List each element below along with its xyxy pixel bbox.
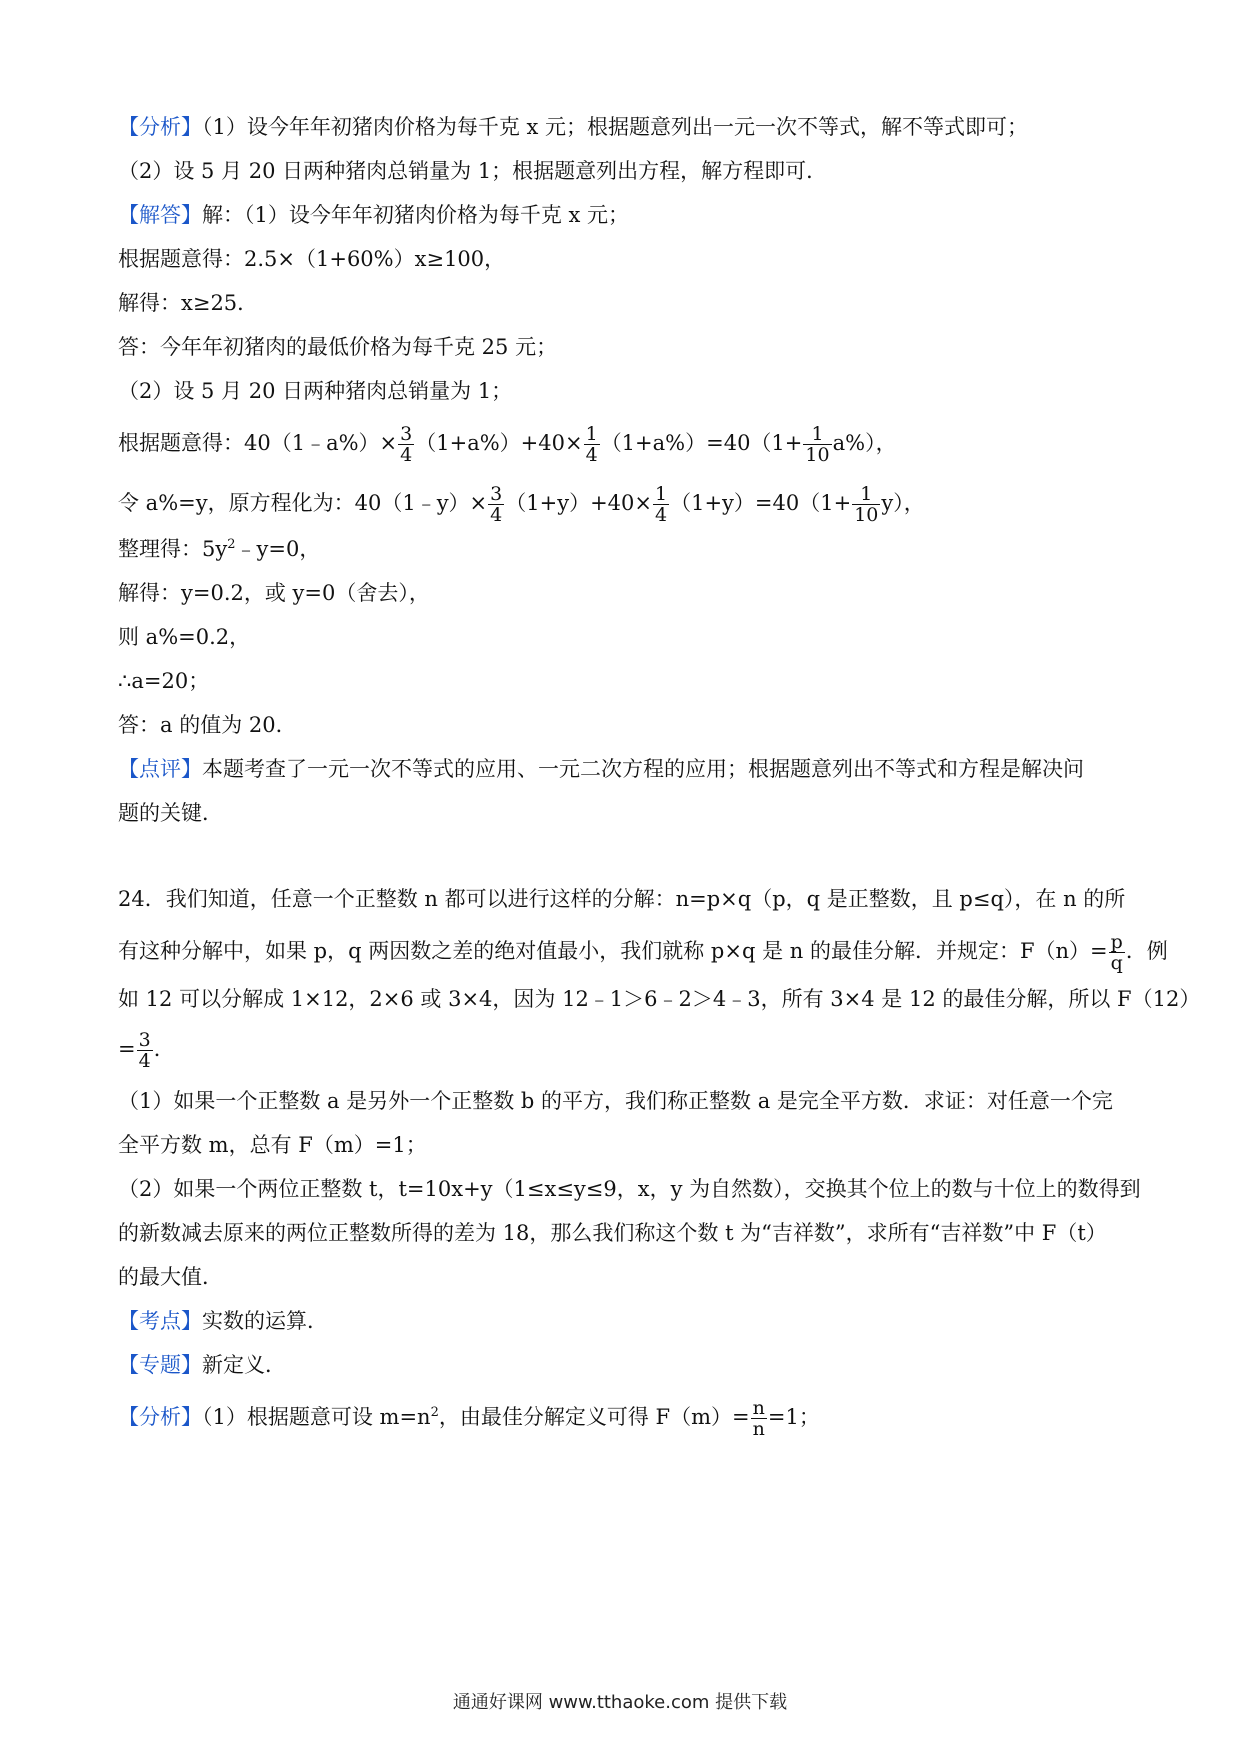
fraction	[137, 1030, 153, 1071]
equation-text: （1+y）=40（1+	[670, 491, 852, 515]
fraction-numerator: 1	[654, 483, 668, 505]
analysis-line-2	[118, 156, 1128, 186]
fraction-numerator: 3	[138, 1029, 151, 1051]
exponent: 2	[227, 537, 236, 552]
fraction-denominator: 4	[654, 504, 668, 526]
answer-line-1	[118, 200, 1128, 230]
sub-question-2-line-2: 的新数减去原来的两位正整数所得的差为 18，那么我们称这个数 t 为“吉祥数”，求所有“吉祥数”中 F（t）	[118, 1221, 1107, 1245]
kaodian-line	[118, 1306, 1128, 1336]
equation-line-2	[118, 484, 1128, 525]
equation-text: （1+y）+40×	[505, 491, 652, 515]
question-24-line-2	[118, 931, 1168, 974]
analysis-24-line	[118, 1398, 1128, 1439]
question-24-line-4	[118, 1030, 1128, 1071]
sub-question-1-line-2: 全平方数 m，总有 F（m）=1；	[118, 1133, 427, 1157]
analysis-line-1	[118, 112, 1128, 142]
answer-text-1: 解：（1）设今年年初猪肉价格为每千克 x 元；	[202, 203, 630, 227]
solution-line: 则 a%=0.2，	[118, 625, 251, 649]
solution-line: 答：今年年初猪肉的最低价格为每千克 25 元；	[118, 335, 558, 359]
question-text: =	[118, 1037, 136, 1061]
equation-text: （1+a%）=40（1+	[600, 431, 803, 455]
fraction-denominator: 10	[805, 444, 830, 466]
fraction-numerator: 1	[852, 484, 880, 505]
fraction-denominator: q	[1110, 952, 1123, 974]
page-footer: 通通好课网 www.tthaoke.com 提供下载	[452, 1692, 788, 1713]
solution-line: 答：a 的值为 20．	[118, 713, 297, 737]
question-text: ．例	[1125, 939, 1168, 963]
fraction-numerator: 3	[490, 483, 503, 505]
fraction-numerator: 3	[400, 423, 413, 445]
fraction	[398, 424, 414, 465]
kaodian-text: 实数的运算．	[202, 1309, 328, 1333]
question-24-line-1: 24．我们知道，任意一个正整数 n 都可以进行这样的分解：n=p×q（p，q 是正整数，且 p≤q），在 n 的所	[118, 887, 1126, 911]
equation-text: （1+a%）+40×	[415, 431, 583, 455]
fraction	[653, 484, 669, 525]
equation-text: ﹣y=0，	[235, 537, 321, 561]
equation-text: 令 a%=y，原方程化为：40（1﹣y）×	[118, 491, 488, 515]
solution-line: 解得：x≥25．	[118, 291, 259, 315]
equation-text: y），	[881, 491, 925, 515]
analysis-tag: 【分析】	[118, 115, 202, 139]
comment-line-2: 题的关键．	[118, 801, 223, 825]
solution-line: ∴a=20；	[118, 669, 210, 693]
fraction-denominator: 4	[490, 504, 503, 526]
analysis-text: （1）根据题意可设 m=n	[202, 1405, 431, 1429]
analysis-text: =1；	[767, 1405, 820, 1429]
fraction	[1109, 932, 1125, 973]
equation-line-1	[118, 424, 1128, 465]
analysis-tag: 【分析】	[118, 1405, 202, 1429]
solution-line: 根据题意得：2.5×（1+60%）x≥100，	[118, 247, 506, 271]
fraction-numerator: n	[752, 1397, 765, 1419]
question-24-line-3: 如 12 可以分解成 1×12，2×6 或 3×4，因为 12﹣1＞6﹣2＞4﹣3，所有 3×4 是 12 的最佳分解，所以 F（12）	[118, 987, 1201, 1011]
fraction-denominator: 4	[138, 1050, 151, 1072]
zhuanti-line	[118, 1350, 1128, 1380]
equation-text: 根据题意得：40（1﹣a%）×	[118, 431, 398, 455]
fraction-numerator: 1	[803, 424, 831, 445]
solution-line: （2）设 5 月 20 日两种猪肉总销量为 1；	[118, 379, 513, 403]
fraction-denominator: n	[752, 1418, 765, 1440]
sub-question-2-line-1: （2）如果一个两位正整数 t，t=10x+y（1≤x≤y≤9，x，y 为自然数），交换其个位上的数与十位上的数得到	[118, 1177, 1141, 1201]
fraction-denominator: 4	[585, 444, 598, 466]
zhuanti-tag: 【专题】	[118, 1353, 202, 1377]
fraction	[584, 424, 600, 465]
equation-text: a%），	[832, 431, 897, 455]
analysis-text-1: （1）设今年年初猪肉价格为每千克 x 元；根据题意列出一元一次不等式，解不等式即可；	[202, 115, 1029, 139]
fraction-numerator: 1	[585, 423, 598, 445]
equation-text: 整理得：5y	[118, 537, 228, 561]
solution-line	[118, 534, 1128, 564]
analysis-text-2: （2）设 5 月 20 日两种猪肉总销量为 1；根据题意列出方程，解方程即可．	[118, 159, 828, 183]
fraction-numerator: p	[1110, 931, 1123, 953]
fraction-denominator: 10	[854, 504, 879, 526]
kaodian-tag: 【考点】	[118, 1309, 202, 1333]
comment-text-1: 本题考查了一元一次不等式的应用、一元二次方程的应用；根据题意列出不等式和方程是解决问	[202, 757, 1084, 781]
sub-question-1-line-1: （1）如果一个正整数 a 是另外一个正整数 b 的平方，我们称正整数 a 是完全平方数．求证：对任意一个完	[118, 1089, 1113, 1113]
fraction	[852, 484, 880, 525]
question-text: 有这种分解中，如果 p，q 两因数之差的绝对值最小，我们就称 p×q 是 n 的最佳分解．并规定：F（n）=	[118, 939, 1108, 963]
fraction	[488, 484, 504, 525]
answer-tag: 【解答】	[118, 203, 202, 227]
question-text: ．	[153, 1037, 175, 1061]
zhuanti-text: 新定义．	[202, 1353, 286, 1377]
exponent: 2	[430, 1405, 439, 1420]
solution-line: 解得：y=0.2，或 y=0（舍去），	[118, 581, 430, 605]
fraction	[751, 1398, 767, 1439]
comment-line-1	[118, 754, 1128, 784]
comment-tag: 【点评】	[118, 757, 202, 781]
fraction	[803, 424, 831, 465]
fraction-denominator: 4	[400, 444, 413, 466]
sub-question-2-line-3: 的最大值．	[118, 1265, 223, 1289]
analysis-text: ，由最佳分解定义可得 F（m）=	[438, 1405, 750, 1429]
